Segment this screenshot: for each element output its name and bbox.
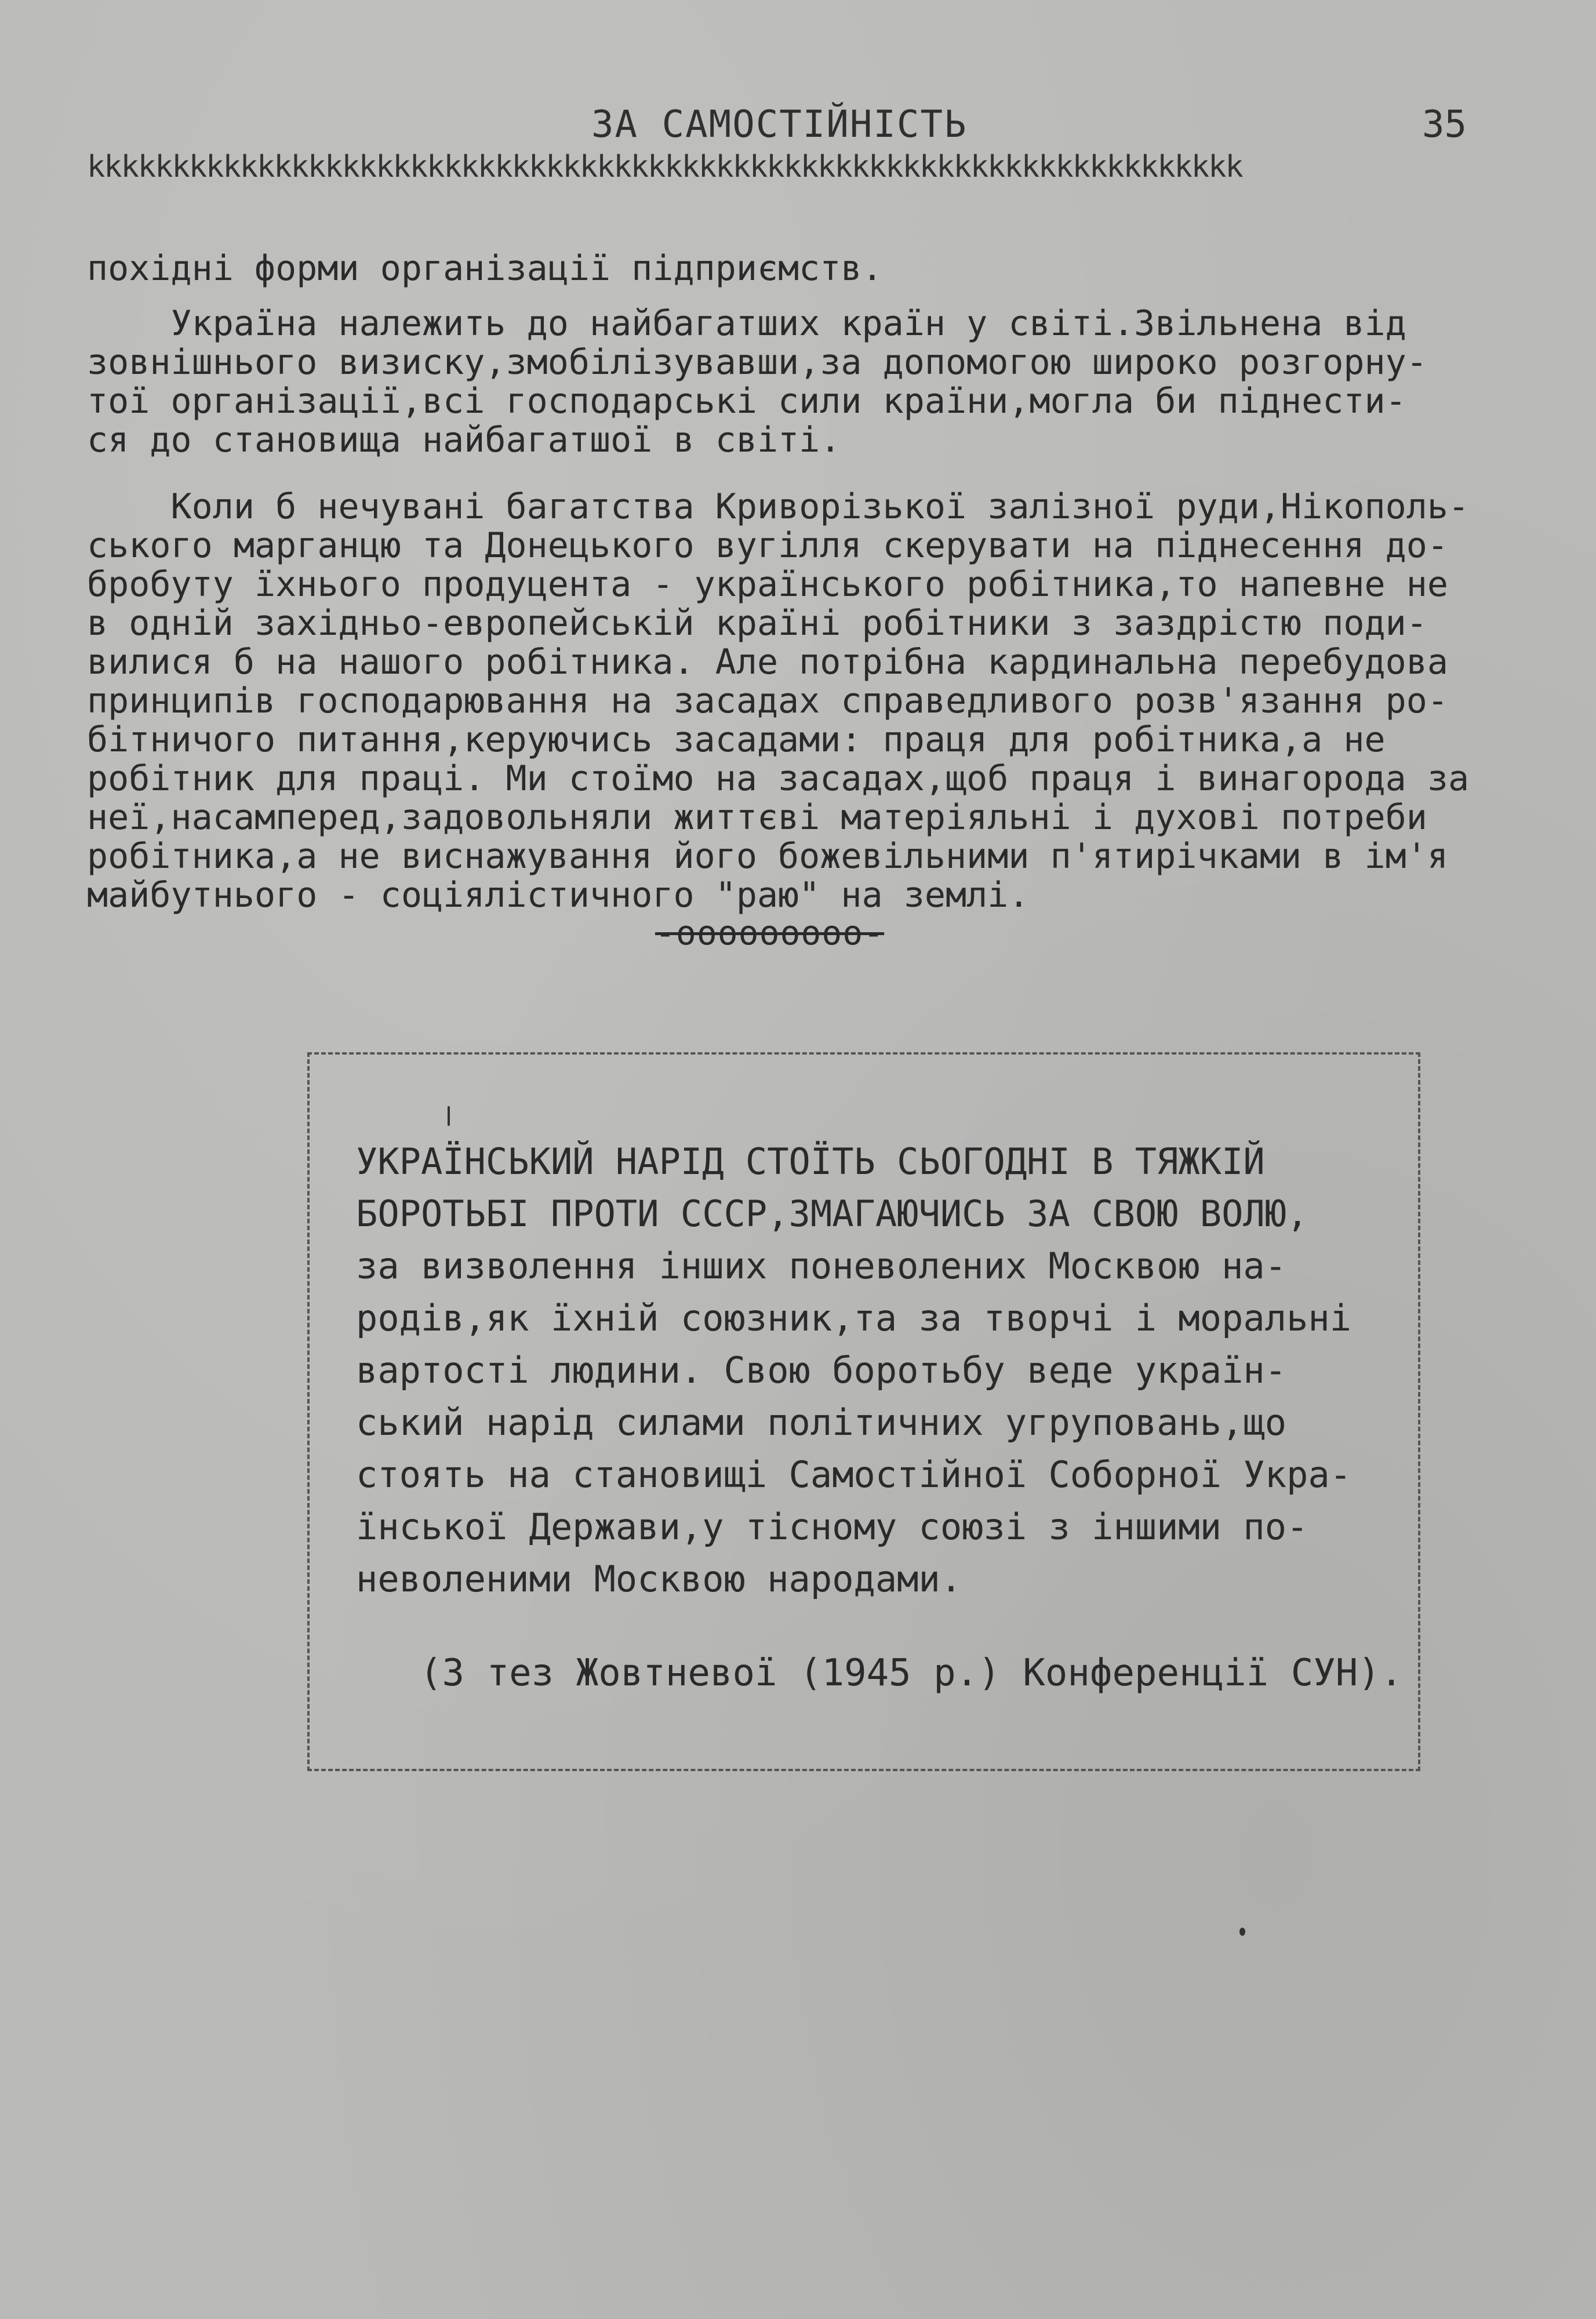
- ink-speck: [1239, 1928, 1245, 1936]
- header-divider: kkkkkkkkkkkkkkkkkkkkkkkkkkkkkkkkkkkkkkkkkkkkkkkkkkkkkkkkkkkkkkkkkkkk: [87, 150, 1242, 184]
- section-separator: -ооооооооо-: [655, 913, 885, 953]
- quote-source: (З тез Жовтневої (1945 р.) Конференції СУН).: [420, 1652, 1403, 1695]
- paragraph-3: Коли б нечувані багатства Криворізької залізної руди,Нікополь- ського марганцю та Донецького вугілля скерувати на піднесення до- бробуту їхнього продуцента - українського робітника,то напевне не в одній західньо-европейській країні робітники з заздрістю поди- вилися б на нашого робітника. Але потрібна кардинальна перебудова принципів господарювання на засадах справедливого розв'язання ро- бітничого питання,керуючись засадами: праця для робітника,а не робітник для праці. Ми стоїмо на засадах,щоб праця і винагорода за неї,насамперед,задовольняли життєві матеріяльні і духові потреби робітника,а не виснажування його божевільними п'ятирічками в ім'я майбутнього - соціялістичного "раю" на землі.: [87, 486, 1470, 915]
- page-number: 35: [1422, 103, 1467, 146]
- paragraph-1: похідні форми організації підприємств.: [87, 248, 883, 289]
- quote-box: [307, 1052, 1420, 1771]
- page-header: [87, 103, 1490, 144]
- paragraph-2: Україна належить до найбагатших країн у світі.Звільнена від зовнішнього визиску,змобілізувавши,за допомогою широко розгорну- тої організації,всі господарські сили країни,могла би піднести- ся до становища найбагатшої в світі.: [87, 303, 1427, 460]
- article-body: [87, 249, 1525, 943]
- journal-title: ЗА САМОСТІЙНІСТЬ: [591, 103, 968, 146]
- ink-mark: [448, 1106, 450, 1126]
- quote-text: УКРАЇНСЬКИЙ НАРІД СТОЇТЬ СЬОГОДНІ В ТЯЖКІЙ БОРОТЬБІ ПРОТИ СССР,ЗМАГАЮЧИСЬ ЗА СВОЮ ВОЛЮ, за визволення інших поневолених Москвою на- родів,як їхній союзник,та за творчі і моральні вартості людини. Свою боротьбу веде україн- ський нарід силами політичних угруповань,що стоять на становищі Самостійної Соборної Укра- їнської Держави,у тісному союзі з іншими по- неволеними Москвою народами.: [356, 1140, 1352, 1600]
